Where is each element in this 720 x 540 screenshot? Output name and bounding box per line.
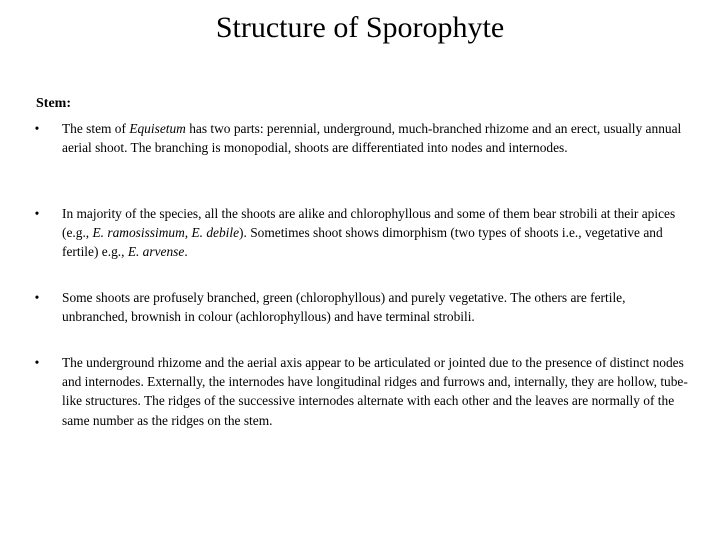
- bullet-icon: •: [34, 206, 40, 221]
- bullet-text-3: [62, 288, 690, 326]
- species-name-italic: E. ramosissimum, E. debile: [92, 225, 240, 241]
- bullet-text-2: [62, 204, 690, 262]
- bullet-text-part: .: [184, 244, 188, 260]
- bullet-text-part: Some shoots are profusely branched, green (chlorophyllous) and purely vegetative. The others are fertile, unbranched, brownish in colour (achlorophyllous) and have terminal strobili.: [62, 290, 626, 325]
- bullet-item-1: [30, 119, 690, 157]
- bullet-text-4: [62, 353, 690, 430]
- bullet-text-part: has two parts: perennial, underground, much-branched rhizome and an erect, usually annual aerial shoot. The branching is monopodial, shoots are differentiated into nodes and internodes.: [62, 121, 682, 156]
- slide-title: Structure of Sporophyte: [215, 11, 505, 44]
- bullet-icon: •: [34, 121, 40, 136]
- bullet-icon: •: [34, 355, 40, 370]
- bullet-item-4: [30, 353, 690, 430]
- bullet-text-part: ). Sometimes shoot shows dimorphism (two types of shoots i.e., vegetative and fertile) e.g.,: [62, 225, 663, 260]
- bullet-text-part: The underground rhizome and the aerial axis appear to be articulated or jointed due to the presence of distinct nodes and internodes. Externally, the internodes have longitudinal ridges and furrows and, internally, they are hollow, tube-like structures. The ridges of the successive internodes alternate with each other and the leaves are normally of the same number as the ridges on the stem.: [62, 355, 688, 428]
- section-heading-stem: Stem:: [36, 96, 71, 111]
- bullet-item-2: [30, 204, 690, 262]
- species-name-italic: Equisetum: [129, 121, 186, 136]
- bullet-icon: •: [34, 290, 40, 305]
- bullet-text-part: The stem of: [62, 121, 130, 136]
- bullet-text-part: In majority of the species, all the shoots are alike and chlorophyllous and some of them bear strobili at their apices (e.g.,: [62, 206, 676, 241]
- bullet-item-3: [30, 288, 690, 326]
- species-name-italic: E. arvense: [127, 244, 185, 260]
- bullet-text-1: [62, 119, 690, 157]
